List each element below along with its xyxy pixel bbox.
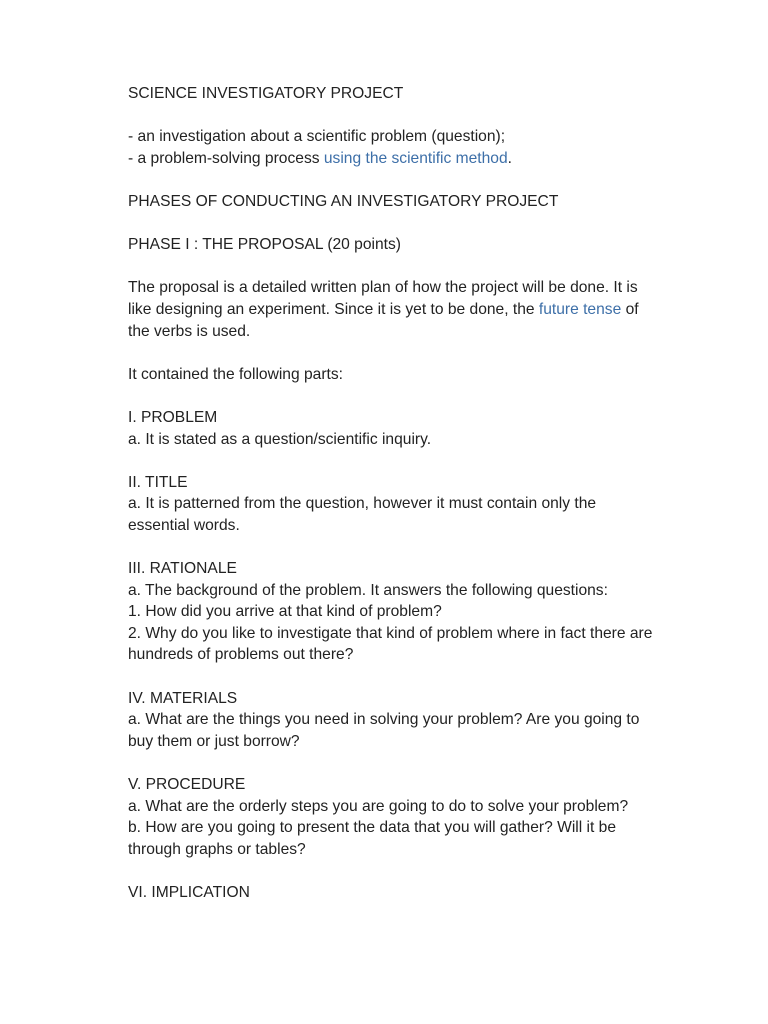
- phase1-heading-text: PHASE I : THE PROPOSAL (20 points): [128, 236, 401, 254]
- section-line: a. It is stated as a question/scientific inquiry.: [128, 430, 432, 448]
- intro-paragraph: [128, 126, 688, 169]
- section-heading: III. RATIONALE: [128, 560, 237, 578]
- proposal-line-2: [128, 299, 688, 321]
- intro-line-2-prefix: - a problem-solving process: [128, 149, 324, 167]
- intro-line-2-suffix: .: [507, 149, 512, 167]
- section-line: b. How are you going to present the data that you will gather? Will it be: [128, 819, 617, 837]
- section-problem: [128, 407, 688, 450]
- section-line: buy them or just borrow?: [128, 732, 300, 750]
- section-heading: I. PROBLEM: [128, 408, 218, 426]
- section-implication: [128, 882, 688, 904]
- phases-heading: [128, 191, 688, 213]
- section-line: a. The background of the problem. It answers the following questions:: [128, 581, 608, 599]
- section-line: essential words.: [128, 516, 240, 534]
- proposal-paragraph: [128, 277, 688, 342]
- section-heading: V. PROCEDURE: [128, 776, 246, 793]
- section-materials: [128, 688, 688, 753]
- intro-line-1: - an investigation about a scientific problem (question);: [128, 128, 506, 146]
- section-line: a. What are the things you need in solving your problem? Are you going to: [128, 711, 640, 729]
- section-rationale: [128, 558, 688, 666]
- section-heading: IV. MATERIALS: [128, 689, 238, 707]
- section-line: a. It is patterned from the question, however it must contain only the: [128, 495, 597, 513]
- parts-intro-text: It contained the following parts:: [128, 365, 343, 383]
- parts-intro: [128, 364, 688, 386]
- document-page: [128, 83, 688, 904]
- section-line: hundreds of problems out there?: [128, 646, 354, 664]
- proposal-line-1: The proposal is a detailed written plan of how the project will be done. It is: [128, 279, 638, 297]
- scientific-method-link[interactable]: using the scientific method: [323, 149, 508, 167]
- section-line: 2. Why do you like to investigate that kind of problem where in fact there are: [128, 624, 653, 642]
- proposal-line-3: the verbs is used.: [128, 322, 251, 340]
- future-tense-link[interactable]: future tense: [538, 300, 622, 318]
- phase1-heading: [128, 234, 688, 256]
- phases-heading-text: PHASES OF CONDUCTING AN INVESTIGATORY PROJECT: [128, 192, 559, 210]
- proposal-line-2-prefix: like designing an experiment. Since it is yet to be done, the: [128, 300, 539, 318]
- proposal-line-2-suffix: of: [621, 300, 639, 318]
- section-procedure: [128, 774, 688, 860]
- section-line: a. What are the orderly steps you are going to do to solve your problem?: [128, 797, 629, 815]
- intro-line-2: [128, 148, 688, 170]
- document-title: [128, 83, 688, 105]
- title-text: SCIENCE INVESTIGATORY PROJECT: [128, 85, 404, 102]
- section-title: [128, 472, 688, 537]
- section-line: through graphs or tables?: [128, 840, 306, 858]
- section-heading: VI. IMPLICATION: [128, 883, 250, 901]
- section-heading: II. TITLE: [128, 473, 188, 491]
- section-line: 1. How did you arrive at that kind of problem?: [128, 603, 442, 621]
